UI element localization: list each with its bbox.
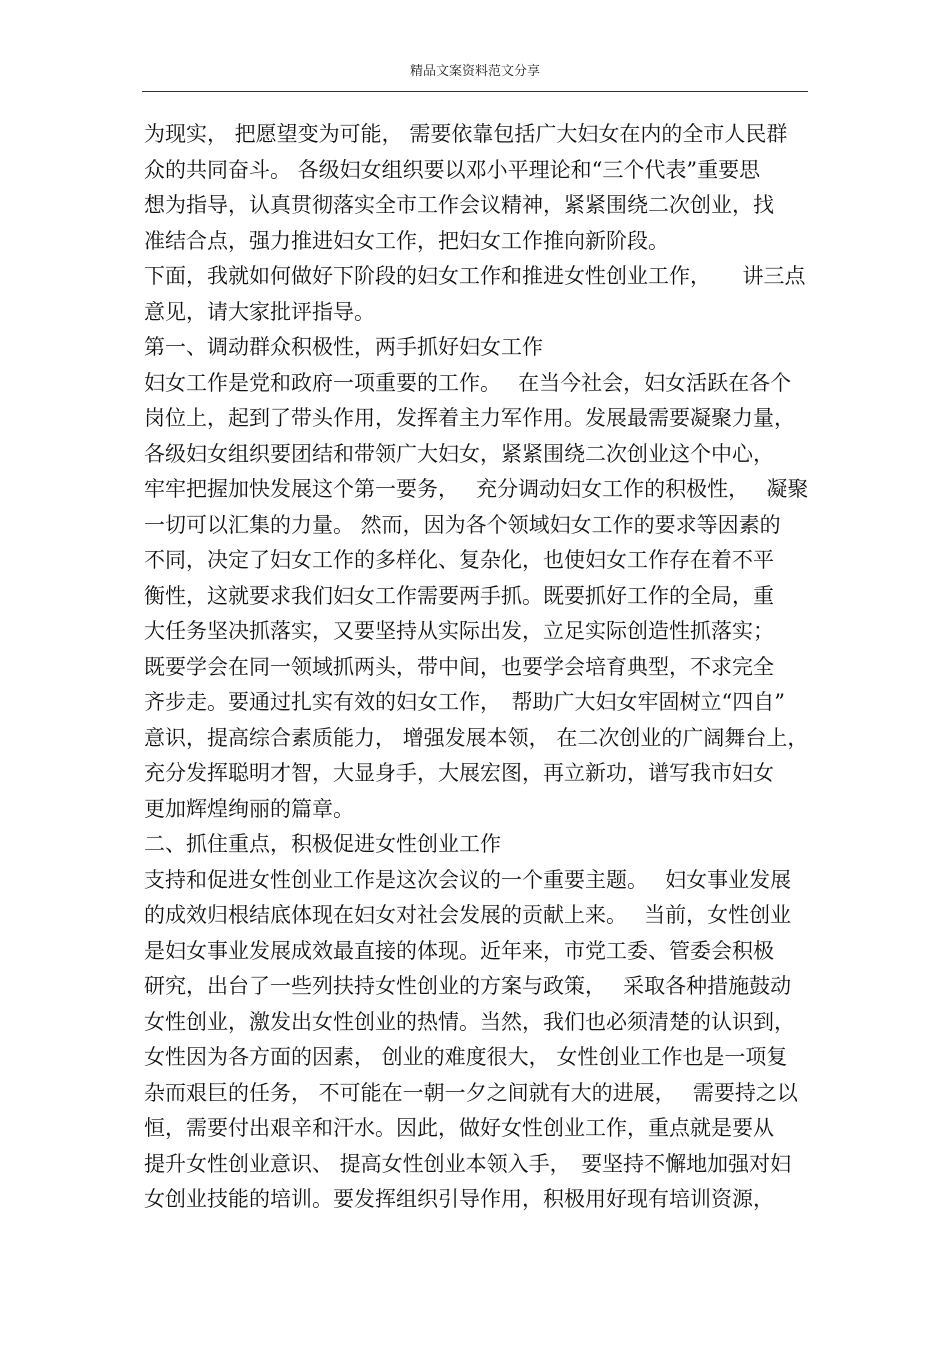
- text-line: 齐步走。要通过扎实有效的妇女工作， 帮助广大妇女牢固树立“四自”: [144, 690, 785, 714]
- text-line: 充分发挥聪明才智，大显身手，大展宏图，再立新功，谱写我市妇女: [144, 761, 774, 785]
- text-line: 想为指导，认真贯彻落实全市工作会议精神，紧紧围绕二次创业，找: [144, 193, 774, 217]
- text-line: 不同，决定了妇女工作的多样化、复杂化，也使妇女工作存在着不平: [144, 548, 774, 572]
- text-line: 恒，需要付出艰辛和汗水。因此，做好女性创业工作，重点就是要从: [144, 1116, 774, 1140]
- text-line: 杂而艰巨的任务， 不可能在一朝一夕之间就有大的进展， 需要持之以: [144, 1080, 798, 1105]
- text-line: 研究，出台了一些列扶持女性创业的方案与政策， 采取各种措施鼓动: [144, 974, 792, 998]
- text-line: 一切可以汇集的力量。 然而，因为各个领域妇女工作的要求等因素的: [144, 512, 781, 537]
- text-line: 为现实， 把愿望变为可能， 需要依靠包括广大妇女在内的全市人民群: [144, 122, 788, 146]
- text-line: 女性因为各方面的因素， 创业的难度很大， 女性创业工作也是一项复: [144, 1045, 788, 1069]
- text-line: 牢牢把握加快发展这个第一要务， 充分调动妇女工作的积极性， 凝聚: [144, 477, 809, 501]
- text-line: 下面，我就如何做好下阶段的妇女工作和推进女性创业工作， 讲三点: [144, 264, 806, 288]
- text-line: 众的共同奋斗。 各级妇女组织要以邓小平理论和“三个代表”重要思: [144, 157, 761, 182]
- text-line: 支持和促进女性创业工作是这次会议的一个重要主题。 妇女事业发展: [144, 867, 792, 892]
- text-line: 妇女工作是党和政府一项重要的工作。 在当今社会，妇女活跃在各个: [144, 370, 792, 395]
- page-header: 精品文案资料范文分享: [409, 64, 540, 79]
- text-line: 是妇女事业发展成效最直接的体现。近年来，市党工委、管委会积极: [144, 938, 774, 963]
- text-line: 提升女性创业意识、 提高女性创业本领入手， 要坚持不懈地加强对妇: [144, 1151, 792, 1176]
- text-line: 既要学会在同一领域抓两头，带中间，也要学会培育典型，不求完全: [144, 654, 774, 679]
- text-line: 意识，提高综合素质能力， 增强发展本领， 在二次创业的广阔舞台上，: [144, 725, 809, 750]
- text-line: 更加辉煌绚丽的篇章。: [144, 796, 354, 821]
- text-line: 意见，请大家批评指导。: [144, 299, 375, 324]
- section-heading: 第一、调动群众积极性，两手抓好妇女工作: [144, 335, 543, 359]
- text-line: 大任务坚决抓落实，又要坚持从实际出发，立足实际创造性抓落实；: [144, 619, 774, 643]
- text-line: 岗位上，起到了带头作用，发挥着主力军作用。发展最需要凝聚力量，: [144, 406, 795, 430]
- document-body: [144, 117, 814, 1218]
- text-line: 衡性，这就要求我们妇女工作需要两手抓。既要抓好工作的全局，重: [144, 583, 774, 608]
- header-divider: [142, 91, 808, 92]
- section-heading: 二、抓住重点，积极促进女性创业工作: [144, 832, 501, 856]
- text-line: 女创业技能的培训。要发挥组织引导作用，积极用好现有培训资源，: [144, 1187, 774, 1211]
- text-line: 准结合点，强力推进妇女工作，把妇女工作推向新阶段。: [144, 228, 669, 253]
- text-line: 女性创业，激发出女性创业的热情。当然，我们也必须清楚的认识到，: [144, 1009, 795, 1034]
- text-line: 的成效归根结底体现在妇女对社会发展的贡献上来。 当前，女性创业: [144, 903, 792, 927]
- text-line: 各级妇女组织要团结和带领广大妇女，紧紧围绕二次创业这个中心，: [144, 441, 774, 466]
